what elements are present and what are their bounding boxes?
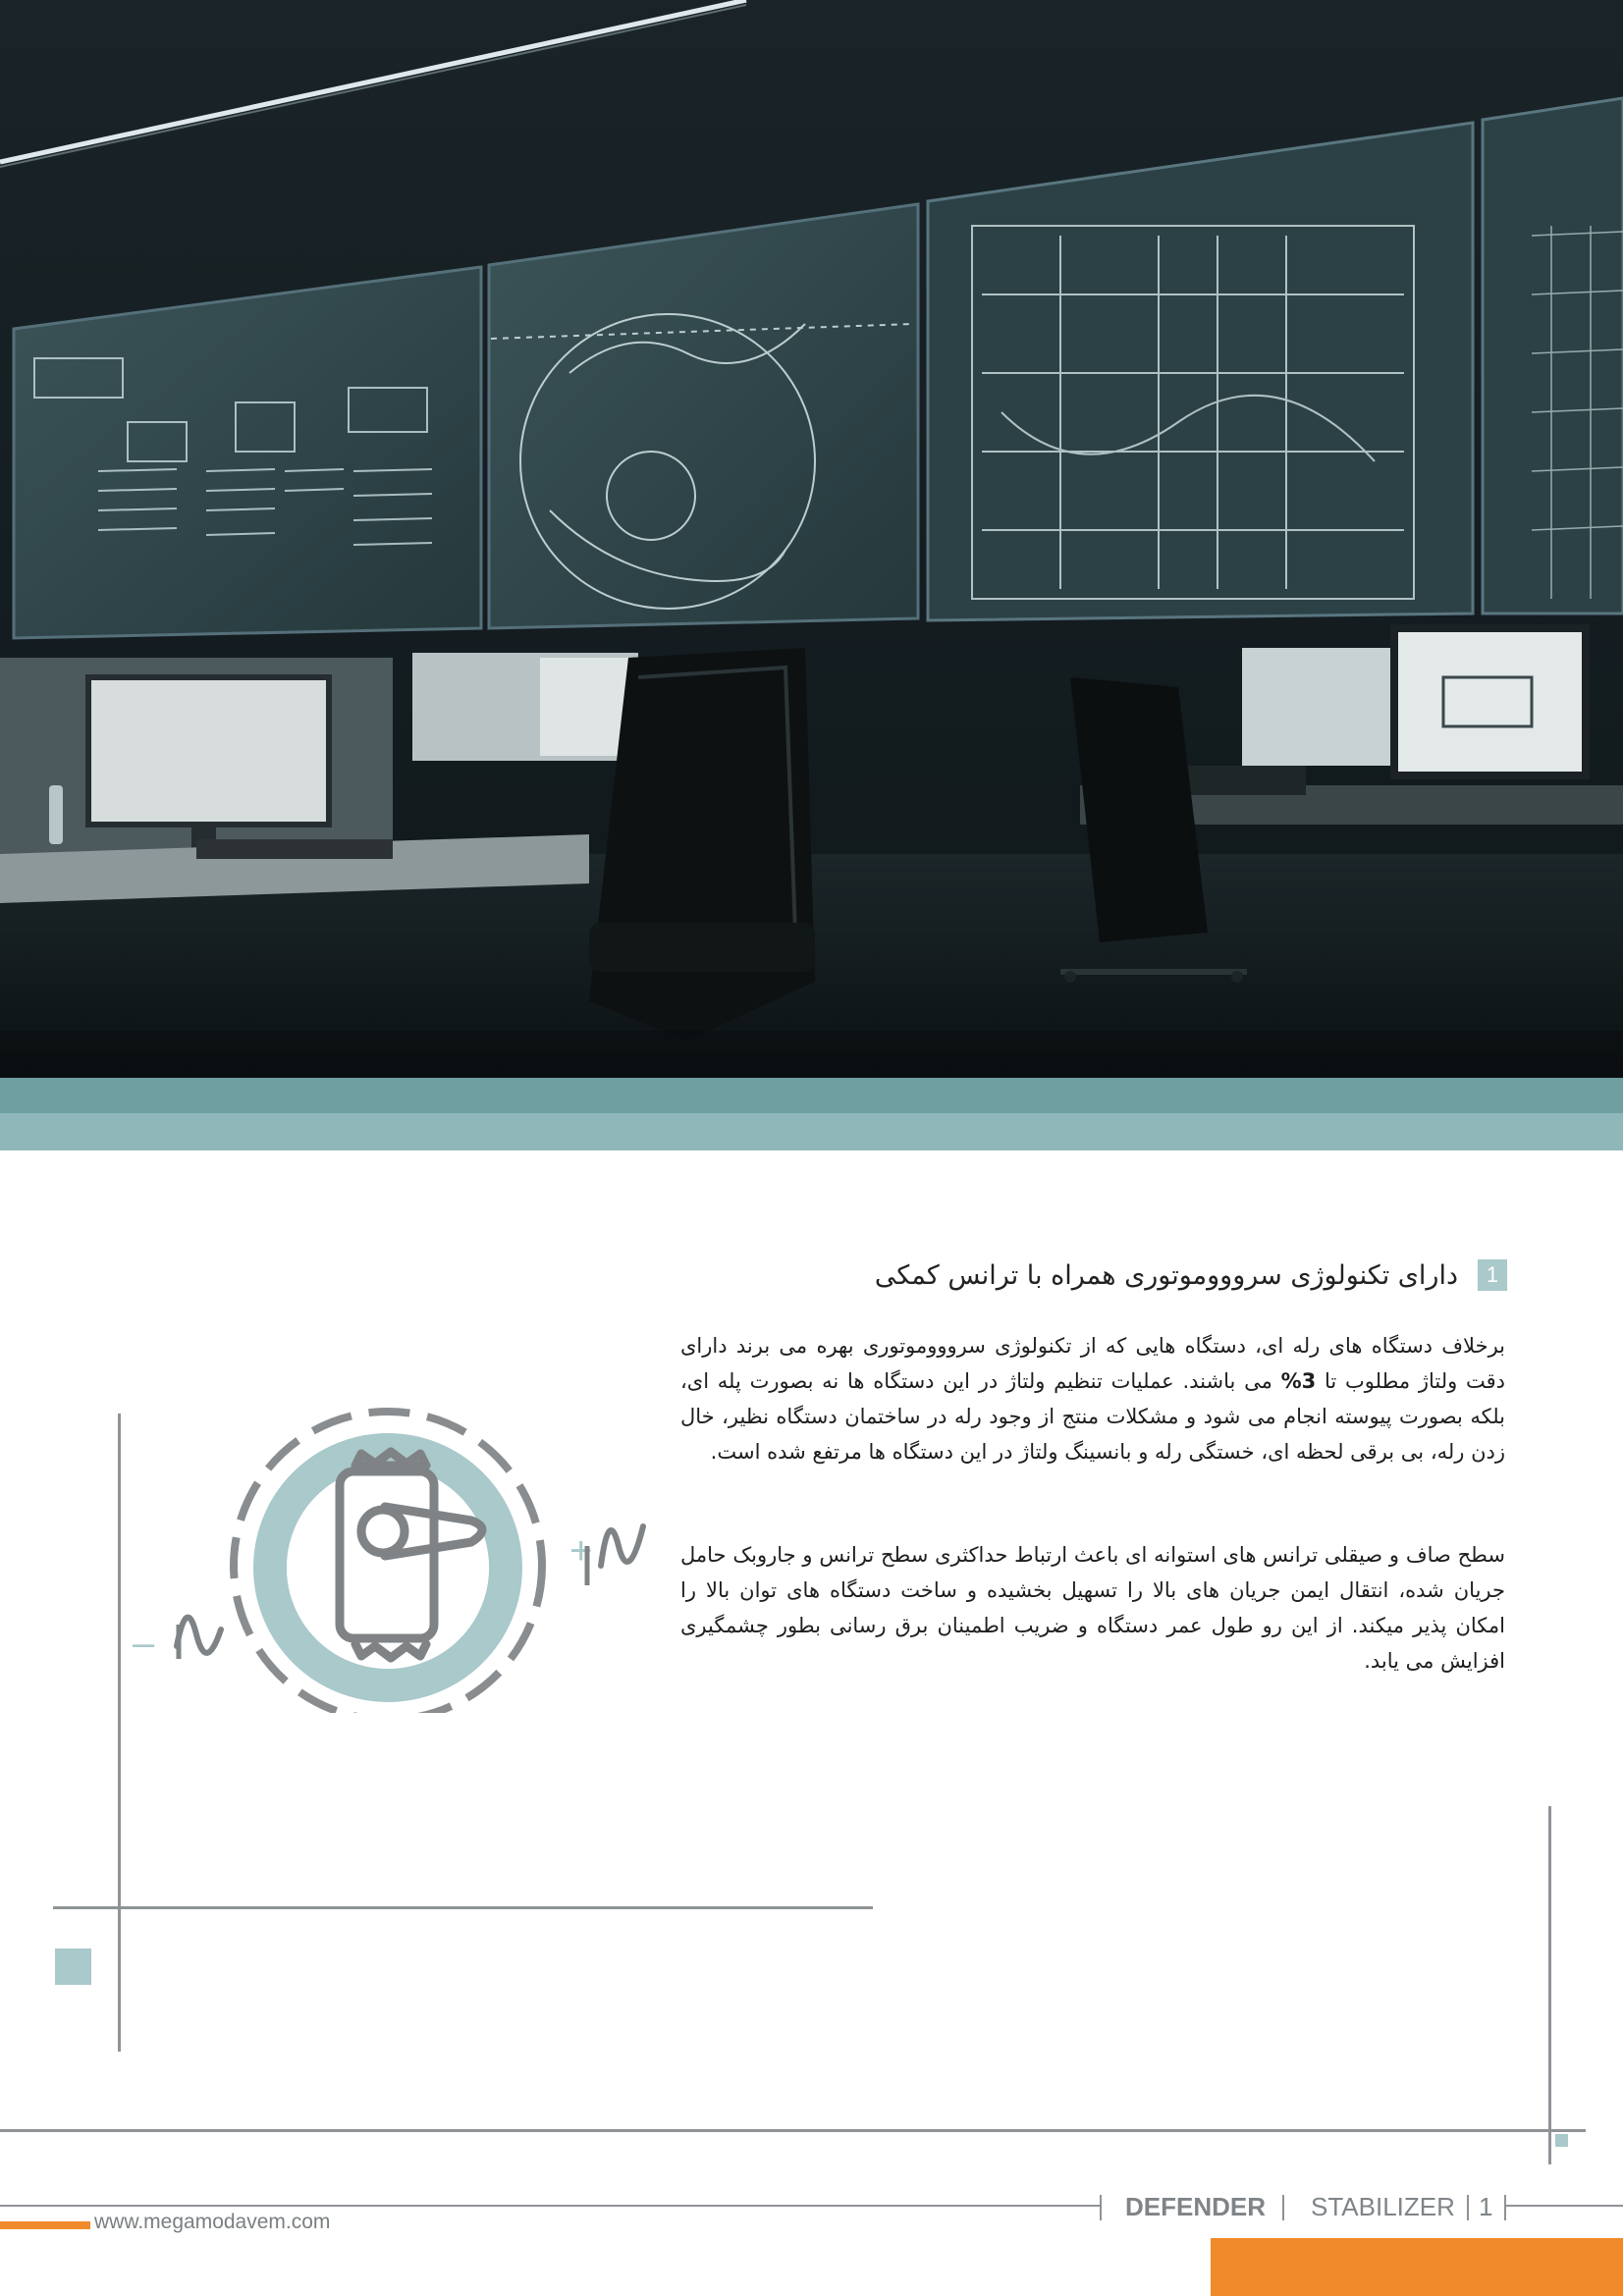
footer-rule-right xyxy=(1504,2205,1623,2207)
section-number-badge: 1 xyxy=(1478,1259,1507,1291)
plus-sign: + xyxy=(569,1529,593,1573)
footer-separator-3 xyxy=(1467,2195,1469,2220)
footer-brand: DEFENDER xyxy=(1125,2192,1267,2221)
frame-line-right-vertical xyxy=(1548,1806,1551,2164)
accent-square-left xyxy=(55,1949,91,1985)
sine-wave-left-icon xyxy=(177,1618,221,1653)
teal-band-dark xyxy=(0,1078,1623,1113)
minus-sign: – xyxy=(133,1622,155,1665)
servo-motor-icon xyxy=(128,1399,677,1713)
footer-rule-top xyxy=(0,2129,1586,2132)
frame-line-left-vertical xyxy=(118,1414,121,2052)
footer-separator-1 xyxy=(1100,2195,1102,2220)
footer-product: STABILIZER xyxy=(1311,2192,1455,2221)
teal-band-light xyxy=(0,1113,1623,1150)
paragraph-2: سطح صاف و صیقلی ترانس های استوانه ای باعث ارتباط حداکثری سطح ترانس و جاروبک حامل جریان شده، انتقال ایمن جریان های بالا را تسهیل بخشیده و ساخت دستگاه های توان بالا را امکان پذیر میکند. از این رو طول عمر دستگاه و ضریب اطمینان برق رسانی بطور چشمگیری افزایش می یابد. xyxy=(680,1543,1505,1673)
section-heading xyxy=(623,1259,1507,1291)
accent-square-right xyxy=(1555,2134,1568,2147)
footer-separator-2 xyxy=(1282,2195,1284,2220)
hero-image xyxy=(0,0,1623,1078)
footer-separator-4 xyxy=(1504,2195,1506,2220)
page-number: 1 xyxy=(1479,2192,1493,2221)
footer-rule-left xyxy=(0,2205,1100,2207)
footer-orange-bar-left xyxy=(0,2221,90,2229)
footer-orange-bar-right xyxy=(1211,2238,1623,2296)
paragraph-1-after: می باشند. عملیات تنظیم ولتاژ در این دستگاه ها نه بصورت پله ای، بلکه بصورت پیوسته انجام می شود و مشکلات منتج از وجود رله در ساختمان دستگاه نظیر، خال زدن رله، بی برقی لحظه ای، خستگی رله و بانسینگ ولتاژ در این دستگاه ها مرتفع شده است. xyxy=(680,1369,1505,1464)
sine-wave-right-icon xyxy=(601,1526,643,1566)
paragraph-1-before: برخلاف دستگاه های رله ای، دستگاه هایی که از تکنولوژی سروووموتوری بهره می برند دارای دقت ولتاژ مطلوب تا xyxy=(680,1334,1506,1393)
section-title: دارای تکنولوژی سروووموتوری همراه با ترانس کمکی xyxy=(874,1259,1458,1291)
paragraph-1-highlight: 3% xyxy=(1280,1369,1317,1393)
frame-line-left-horizontal xyxy=(53,1906,873,1909)
paragraph-1 xyxy=(680,1328,1505,1469)
footer-website-link[interactable]: www.megamodavem.com xyxy=(94,2211,331,2233)
